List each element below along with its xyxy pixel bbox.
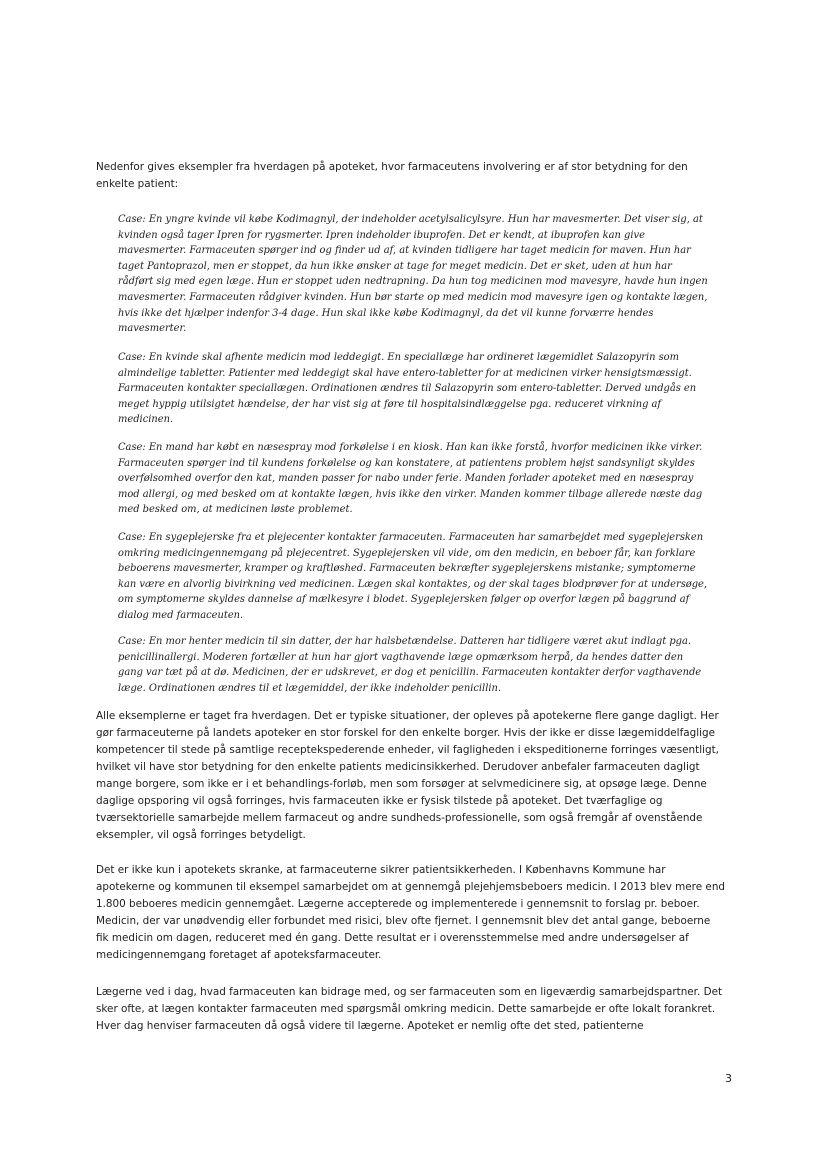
case-nursing-home: Case: En sygeplejerske fra et plejecenter kontakter farmaceuten. Farmaceuten har samarbejdet med sygeplejersken omkring medicingennemgang på plejecentret. Sygeplejersken vil vide, om den medicin, en beboer får, kan forklare beboerens mavesmerter, kramper og kraftløshed. Farmaceuten bekræfter sygeplejerskens mistanke; symptomerne kan være en alvorlig bivirkning ved medicinen. Lægen skal kontaktes, og der skal tages blodprøver for at undersøge, om symptomerne skyldes dannelse af mælkesyre i blodet. Sygeplejersken følger op overfor lægen på baggrund af dialog med farmaceuten. [118, 532, 708, 621]
body-paragraph-copenhagen: Det er ikke kun i apotekets skranke, at farmaceuterne sikrer patientsikkerheden. I Københavns Kommune har apotekerne og kommunen til eksempel samarbejdet om at gennemgå plejehjemsbeboers medicin. I 2013 blev mere end 1.800 beboeres medicin gennemgået. Lægerne accepterede og implementerede i gennemsnit to forslag pr. beboer. Medicin, der var unødvendig eller forbundet med risici, blev ofte fjernet. I gennemsnit blev det antal gange, beboerne fik medicin om dagen, reduceret med én gang. Dette resultat er i overensstemmelse med andre undersøgelser af medicingennemgang foretaget af apoteksfarmaceuter. [96, 864, 725, 961]
body-paragraph-doctors: Lægerne ved i dag, hvad farmaceuten kan bidrage med, og ser farmaceuten som en ligeværdig samarbejdspartner. Det sker ofte, at lægen kontakter farmaceuten med spørgsmål omkring medicin. Dette samarbejde er ofte lokalt forankret. Hver dag henviser farmaceuten då også videre til lægerne. Apoteket er nemlig ofte det sted, patienterne [96, 986, 723, 1032]
intro-paragraph: Nedenfor gives eksempler fra hverdagen på apoteket, hvor farmaceutens involvering er af stor betydning for den enkelte patient: [96, 161, 688, 190]
case-nasal-spray: Case: En mand har købt en næsespray mod forkølelse i en kiosk. Han kan ikke forstå, hvorfor medicinen ikke virker. Farmaceuten spørger ind til kundens forkølelse og kan konstatere, at patientens problem højst sandsynligt skyldes overfølsomhed overfor den kat, manden passer for nabo under ferie. Manden forlader apoteket med en næsespray mod allergi, og med besked om at kontakte lægen, hvis ikke den virker. Manden kommer tilbage allerede næste dag med besked om, at medicinen løste problemet. [118, 442, 703, 516]
case-salazopyrin: Case: En kvinde skal afhente medicin mod leddegigt. En speciallæge har ordineret lægemidlet Salazopyrin som almindelige tabletter. Patienter med leddegigt skal have entero-tabletter for at medicinen virker hensigtsmæssigt. Farmaceuten kontakter speciallægen. Ordinationen ændres til Salazopyrin som entero-tabletter. Derved undgås en meget hyppig utilsigtet hændelse, der har vist sig at føre til hospitalsindlæggelse pga. reduceret virkning af medicinen. [118, 352, 697, 426]
body-paragraph-everyday: Alle eksemplerne er taget fra hverdagen. Det er typiske situationer, der opleves på apotekerne flere gange dagligt. Her gør farmaceuterne på landets apoteker en stor forskel for den enkelte borger. Hvis der ikke er disse lægemiddelfaglige kompetencer til stede på samtlige receptekspederende enheder, vil fagligheden i ekspeditionerne forringes væsentligt, hvilket vil have stor betydning for den enkelte patients medicinsikkerhed. Derudover anbefaler farmaceuten dagligt mange borgere, som ikke er i et behandlings-forløb, men som forsøger at selvmedicinere sig, at opsøge læge. Denne daglige opsporing vil også forringes, hvis farmaceuten ikke er fysisk tilstede på apoteket. Det tværfaglige og tværsektorielle samarbejde mellem farmaceut og andre sundheds-professionelle, som også fremgår af ovenstående eksempler, vil også forringes betydeligt. [96, 710, 719, 841]
case-penicillin: Case: En mor henter medicin til sin datter, der har halsbetændelse. Datteren har tidligere været akut indlagt pga. penicillinallergi. Moderen fortæller at hun har gjort vagthavende læge opmærksom herpå, da hendes datter den gang var tæt på at dø. Medicinen, der er udskrevet, er dog et penicillin. Farmaceuten kontakter derfor vagthavende læge. Ordinationen ændres til et lægemiddel, der ikke indeholder penicillin. [118, 636, 702, 694]
case-kodimagnyl: Case: En yngre kvinde vil købe Kodimagnyl, der indeholder acetylsalicylsyre. Hun har mavesmerter. Det viser sig, at kvinden også tager Ipren for rygsmerter. Ipren indeholder ibuprofen. Det er kendt, at ibuprofen kan give mavesmerter. Farmaceuten spørger ind og finder ud af, at kvinden tidligere har taget medicin for maven. Hun har taget Pantoprazol, men er stoppet, da hun ikke ønsker at tage for meget medicin. Det er sket, uden at hun har rådført sig med egen læge. Hun er stoppet uden nedtrapning. Da hun tog medicinen mod mavesyre, havde hun ingen mavesmerter. Farmaceuten rådgiver kvinden. Hun bør starte op med medicin mod mavesyre igen og kontakte lægen, hvis ikke det hjælper indenfor 3-4 dage. Hun skal ikke købe Kodimagnyl, da det vil kunne forværre hendes mavesmerter. [118, 214, 708, 335]
page-number: 3 [725, 1072, 732, 1085]
